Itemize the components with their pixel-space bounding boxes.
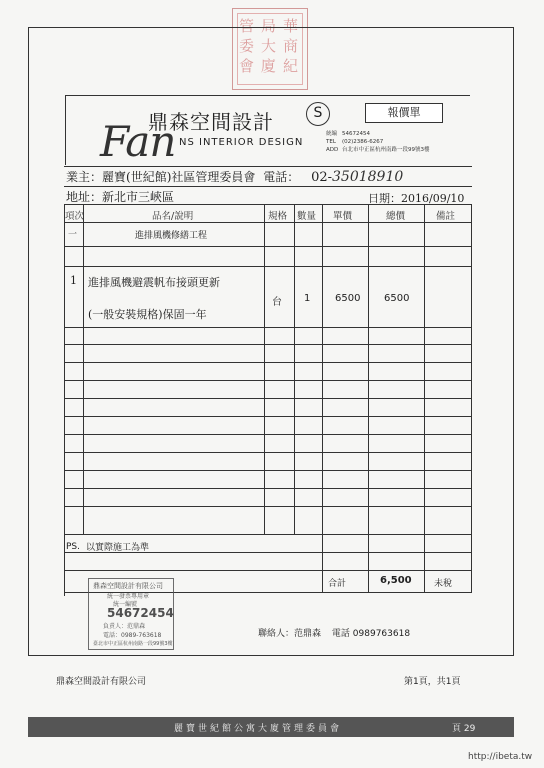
header-divider: [64, 166, 472, 167]
address-row: 地址：新北市三峽區: [66, 190, 175, 204]
header-spec: 規格: [268, 211, 288, 222]
owner-row-divider: [64, 186, 472, 187]
item-warranty: (一般安裝規格)保固一年: [88, 308, 207, 321]
header-qty: 數量: [297, 211, 317, 222]
header-item-no: 項次: [65, 211, 85, 222]
company-english-name: NS INTERIOR DESIGN: [179, 137, 304, 148]
bottom-banner: [28, 717, 514, 737]
item-price: 6500: [335, 293, 361, 304]
ps-label: PS.: [66, 542, 81, 552]
tax-note: 未稅: [434, 579, 453, 589]
item-number: 1: [70, 274, 77, 287]
company-logo: Fan: [100, 117, 176, 166]
header-unit-price: 單價: [333, 211, 353, 222]
page-count: 第1頁，共1頁: [404, 677, 461, 687]
watermark: http://ibeta.tw: [468, 752, 533, 762]
page-number: 頁 29: [452, 724, 476, 734]
logo-s-mark: S: [306, 102, 330, 126]
company-seal: 鼎森空間設計有限公司 統一發票專用章 統一編號 54672454 負責人：范鼎森 電話：0989-763618 臺北市中正區杭州南路一段99號3樓: [88, 578, 174, 650]
section-number: 一: [68, 230, 78, 240]
footer-company: 鼎森空間設計有限公司: [56, 677, 147, 687]
date-row: 日期：2016/09/10: [368, 192, 465, 205]
header-description: 品名/說明: [152, 211, 194, 222]
header-remark: 備註: [436, 211, 456, 222]
item-qty: 1: [304, 293, 311, 304]
quote-title: 報價單: [365, 103, 443, 123]
item-unit: 台: [272, 297, 282, 308]
item-total: 6500: [384, 293, 410, 304]
item-description: 進排風機避震帆布接頭更新: [88, 276, 220, 289]
header-total: 總價: [386, 211, 406, 222]
sum-label: 合計: [328, 579, 347, 589]
owner-row: 業主：麗寶(世紀館)社區管理委員會 電話： 02-35018910: [66, 169, 404, 185]
ps-note: 以實際施工為準: [86, 543, 150, 553]
banner-title: 麗寶世紀館公寓大廈管理委員會: [174, 724, 343, 734]
company-contact-info: 統編 54672454 TEL (02)2386-6267 ADD 台北市中正區杭州南路一段99號3樓: [326, 131, 430, 153]
company-name-logo: 鼎森空間設計: [148, 110, 274, 134]
sum-value: 6,500: [380, 575, 412, 586]
committee-seal: 華 商 紀 局 大 廈 管 委 會: [232, 8, 308, 90]
section-title: 進排風機修繕工程: [135, 231, 208, 241]
contact-person: 聯絡人：范鼎森 電話 0989763618: [258, 629, 411, 639]
